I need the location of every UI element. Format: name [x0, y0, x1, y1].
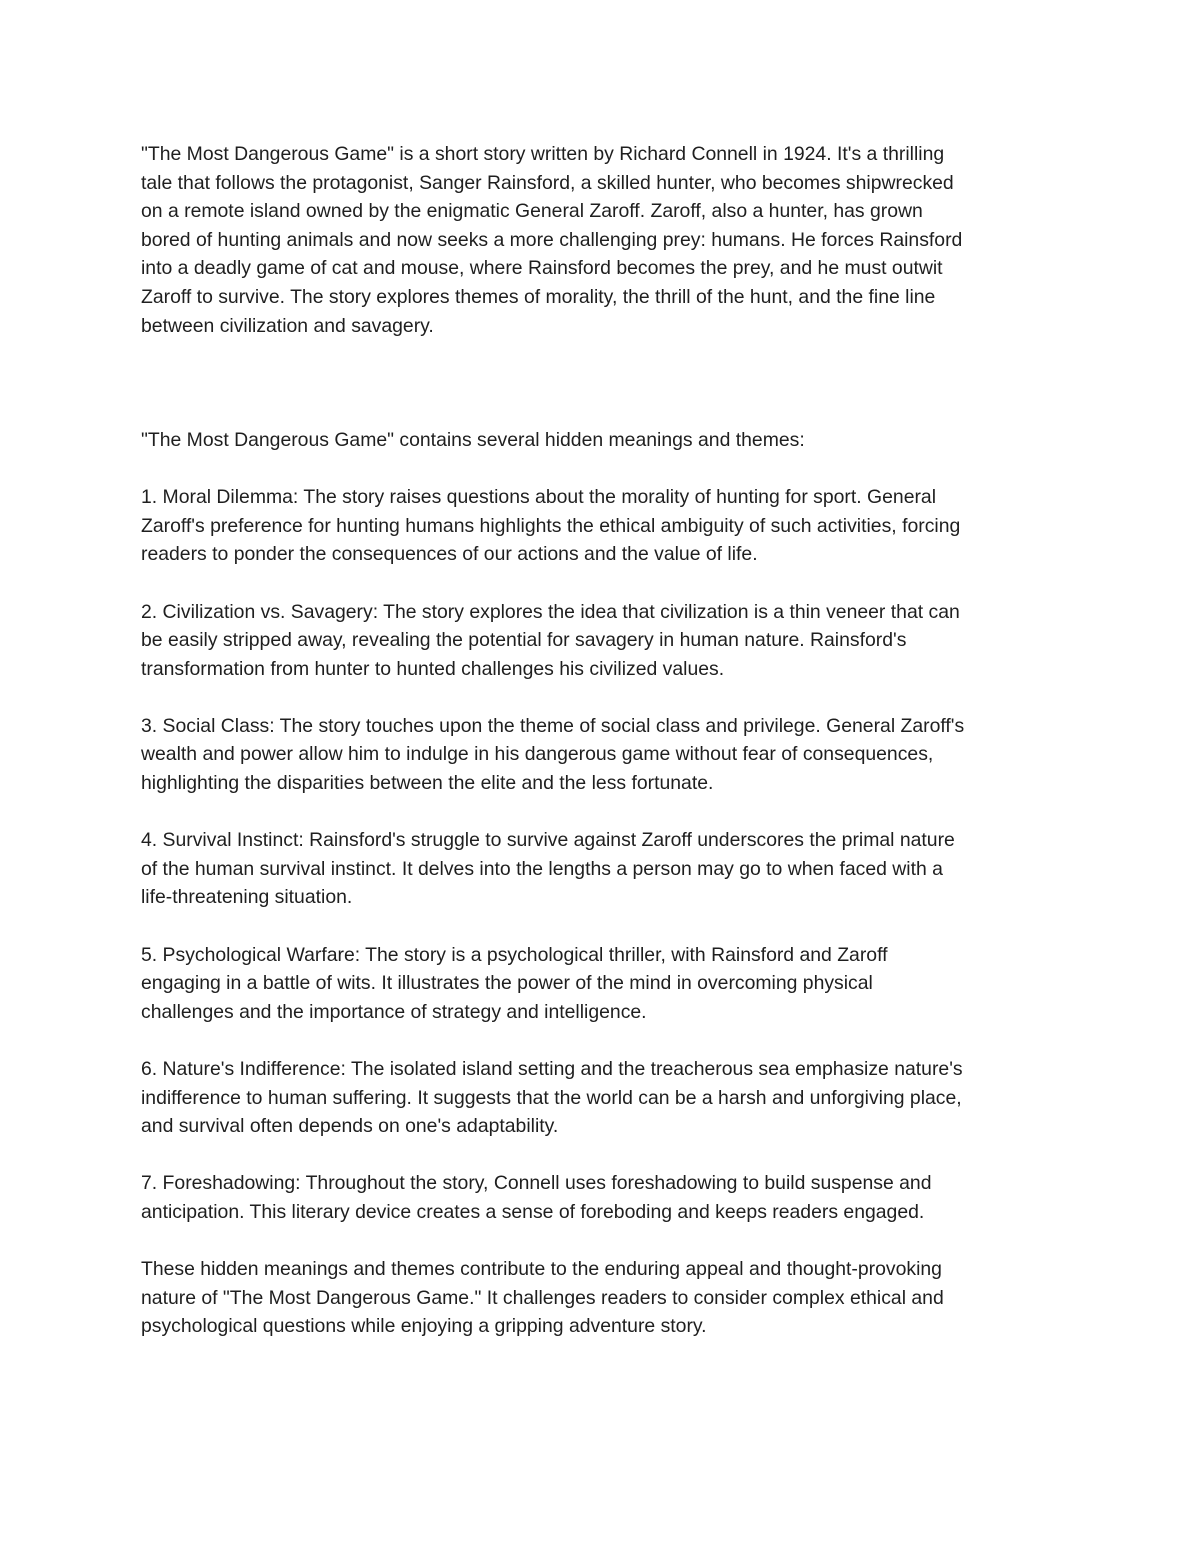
themes-intro-line: "The Most Dangerous Game" contains several hidden meanings and themes:: [141, 428, 805, 451]
theme-line: readers to ponder the consequences of our actions and the value of life.: [141, 543, 758, 566]
paragraph-spacer: [141, 683, 1071, 712]
document-body: [141, 140, 1071, 1341]
intro-line: into a deadly game of cat and mouse, where Rainsford becomes the prey, and he must outwit: [141, 257, 943, 280]
paragraph-spacer: [141, 569, 1071, 598]
theme-paragraph-survival: [141, 826, 1071, 912]
theme-paragraph-moral-dilemma: [141, 483, 1071, 569]
intro-line: "The Most Dangerous Game" is a short story written by Richard Connell in 1924. It's a thrilling: [141, 143, 945, 165]
theme-paragraph-nature: [141, 1055, 1071, 1141]
theme-line: 5. Psychological Warfare: The story is a psychological thriller, with Rainsford and Zaroff: [141, 943, 888, 966]
theme-line: anticipation. This literary device creates a sense of foreboding and keeps readers engaged.: [141, 1200, 925, 1223]
conclusion-line: psychological questions while enjoying a gripping adventure story.: [141, 1315, 707, 1338]
theme-line: 7. Foreshadowing: Throughout the story, Connell uses foreshadowing to build suspense and: [141, 1172, 932, 1195]
intro-paragraph: [141, 140, 1071, 340]
theme-line: Zaroff's preference for hunting humans highlights the ethical ambiguity of such activities, forcing: [141, 514, 961, 537]
theme-line: be easily stripped away, revealing the potential for savagery in human nature. Rainsford's: [141, 629, 907, 652]
theme-line: life-threatening situation.: [141, 886, 353, 909]
theme-line: 2. Civilization vs. Savagery: The story explores the idea that civilization is a thin veneer that can: [141, 600, 960, 623]
paragraph-spacer: [141, 798, 1071, 827]
theme-line: highlighting the disparities between the elite and the less fortunate.: [141, 772, 714, 795]
intro-line: tale that follows the protagonist, Sanger Rainsford, a skilled hunter, who becomes shipwrecked: [141, 171, 954, 194]
theme-line: engaging in a battle of wits. It illustrates the power of the mind in overcoming physical: [141, 972, 873, 995]
theme-line: 1. Moral Dilemma: The story raises questions about the morality of hunting for sport. General: [141, 486, 937, 509]
theme-line: 6. Nature's Indifference: The isolated island setting and the treacherous sea emphasize nature's: [141, 1058, 963, 1081]
paragraph-spacer: [141, 455, 1071, 484]
paragraph-spacer: [141, 340, 1071, 426]
theme-line: and survival often depends on one's adaptability.: [141, 1115, 559, 1138]
paragraph-spacer: [141, 1026, 1071, 1055]
intro-line: bored of hunting animals and now seeks a more challenging prey: humans. He forces Rainsford: [141, 228, 963, 251]
intro-line: Zaroff to survive. The story explores themes of morality, the thrill of the hunt, and the fine line: [141, 285, 936, 308]
themes-intro-paragraph: [141, 426, 1071, 455]
conclusion-line: These hidden meanings and themes contribute to the enduring appeal and thought-provoking: [141, 1258, 942, 1281]
theme-line: of the human survival instinct. It delves into the lengths a person may go to when faced with a: [141, 857, 943, 880]
theme-line: indifference to human suffering. It suggests that the world can be a harsh and unforgiving place,: [141, 1086, 962, 1109]
theme-line: wealth and power allow him to indulge in his dangerous game without fear of consequences,: [141, 743, 934, 766]
conclusion-line: nature of "The Most Dangerous Game." It challenges readers to consider complex ethical and: [141, 1286, 944, 1309]
conclusion-paragraph: [141, 1255, 1071, 1341]
intro-line: on a remote island owned by the enigmatic General Zaroff. Zaroff, also a hunter, has grown: [141, 200, 923, 223]
intro-line: between civilization and savagery.: [141, 314, 434, 337]
paragraph-spacer: [141, 1227, 1071, 1256]
paragraph-spacer: [141, 1141, 1071, 1170]
paragraph-spacer: [141, 912, 1071, 941]
theme-line: challenges and the importance of strategy and intelligence.: [141, 1000, 647, 1023]
theme-line: transformation from hunter to hunted challenges his civilized values.: [141, 657, 725, 680]
theme-paragraph-social-class: [141, 712, 1071, 798]
theme-paragraph-psychological: [141, 941, 1071, 1027]
theme-line: 4. Survival Instinct: Rainsford's struggle to survive against Zaroff underscores the primal nature: [141, 829, 955, 852]
theme-line: 3. Social Class: The story touches upon the theme of social class and privilege. General Zaroff's: [141, 714, 965, 737]
theme-paragraph-civilization: [141, 598, 1071, 684]
theme-paragraph-foreshadowing: [141, 1169, 1071, 1226]
